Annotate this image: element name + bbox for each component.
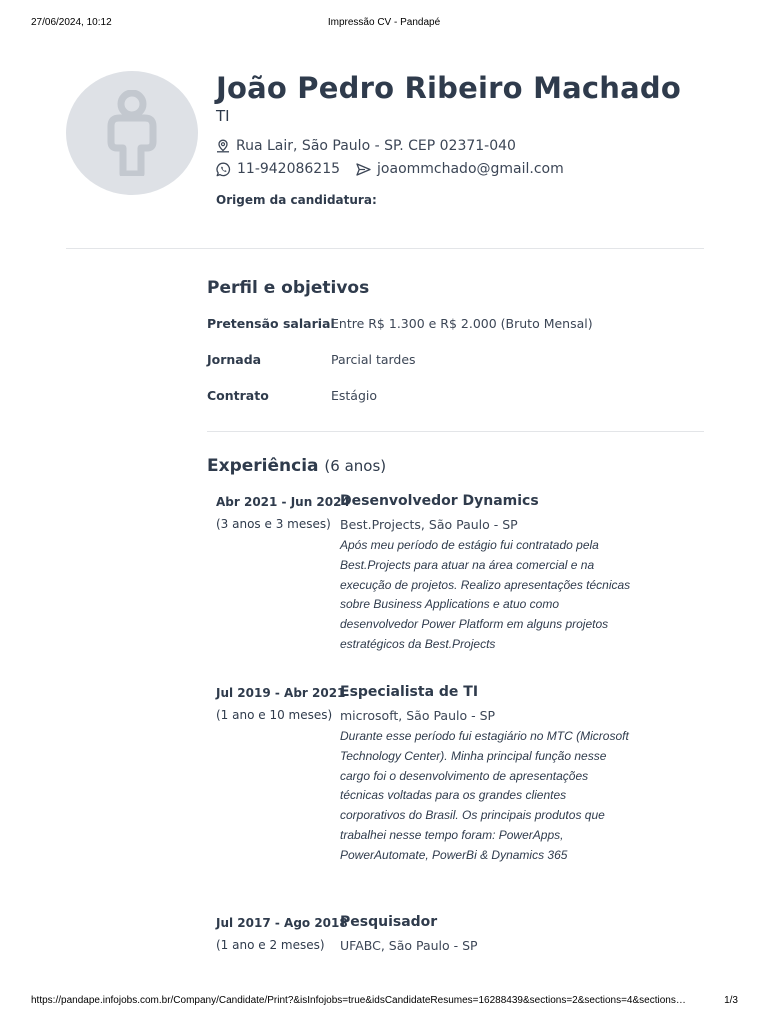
candidate-name: João Pedro Ribeiro Machado: [216, 71, 681, 105]
experience-duration: (3 anos e 3 meses): [216, 517, 331, 531]
experience-dates: Jul 2017 - Ago 2018: [216, 916, 348, 930]
avatar: [66, 71, 198, 195]
experience-duration: (1 ano e 10 meses): [216, 708, 333, 722]
experience-job-title: Desenvolvedor Dynamics: [340, 493, 539, 509]
person-placeholder-icon: [107, 90, 157, 176]
profile-value: Estágio: [331, 388, 378, 403]
experience-company: microsoft, São Paulo - SP: [340, 708, 496, 723]
experience-dates: Abr 2021 - Jun 2024: [216, 495, 350, 509]
experience-job-title: Especialista de TI: [340, 684, 479, 700]
divider: [66, 248, 704, 249]
profile-label: Jornada: [207, 352, 262, 367]
experience-description: Durante esse período fui estagiário no MTC (Microsoft Technology Center). Minha principal função nesse cargo foi o desenvolvimento de apresentações técnicas voltadas para os grandes clientes corporativos do Brasil. Os principais produtos que trabalhei nesse tempo foram: PowerApps, PowerAutomate, PowerBi & Dynamics 365: [340, 729, 629, 862]
divider: [207, 431, 704, 432]
send-icon: [356, 163, 371, 176]
experience-company: Best.Projects, São Paulo - SP: [340, 517, 518, 532]
candidate-area: TI: [216, 107, 230, 125]
profile-row-contract: [207, 388, 377, 403]
profile-row-salary: [207, 316, 593, 331]
experience-company: UFABC, São Paulo - SP: [340, 938, 478, 953]
experience-title: Experiência: [207, 456, 319, 476]
experience-description: Após meu período de estágio fui contratado pela Best.Projects para atuar na área comercial e na execução de projetos. Realizo apresentações técnicas sobre Business Applications e atuo como desenvolvedor Power Platform em alguns projetos estratégicos da Best.Projects: [340, 538, 631, 651]
profile-value: Parcial tardes: [331, 352, 416, 367]
print-title: Impressão CV - Pandapé: [327, 17, 441, 28]
print-url: https://pandape.infojobs.com.br/Company/Candidate/Print?&isInfojobs=true&idsCandidateResumes=16288439&sections=2&sections=4&sections…: [31, 995, 686, 1006]
experience-job-title: Pesquisador: [340, 914, 438, 930]
profile-value: Entre R$ 1.300 e R$ 2.000 (Bruto Mensal): [331, 316, 593, 331]
contact-line: [216, 161, 564, 177]
email-link[interactable]: joaommchado@gmail.com: [377, 161, 564, 177]
experience-dates: Jul 2019 - Abr 2021: [216, 686, 346, 700]
page-number: 1/3: [724, 995, 738, 1006]
address-line: [216, 138, 516, 154]
section-title-experience: [207, 456, 386, 476]
experience-total: (6 anos): [324, 457, 387, 475]
location-pin-icon: [216, 139, 230, 153]
phone-text: 11-942086215: [237, 161, 341, 177]
print-datetime: 27/06/2024, 10:12: [31, 17, 112, 28]
whatsapp-icon: [216, 162, 231, 177]
profile-row-schedule: [207, 352, 416, 367]
section-title-profile: Perfil e objetivos: [207, 278, 370, 298]
profile-label: Pretensão salarial: [207, 316, 335, 331]
address-text: Rua Lair, São Paulo - SP. CEP 02371-040: [236, 138, 516, 154]
experience-duration: (1 ano e 2 meses): [216, 938, 325, 952]
print-footer: [0, 995, 768, 1009]
print-header: [0, 17, 768, 31]
profile-label: Contrato: [207, 388, 269, 403]
origin-label: Origem da candidatura:: [216, 193, 377, 207]
